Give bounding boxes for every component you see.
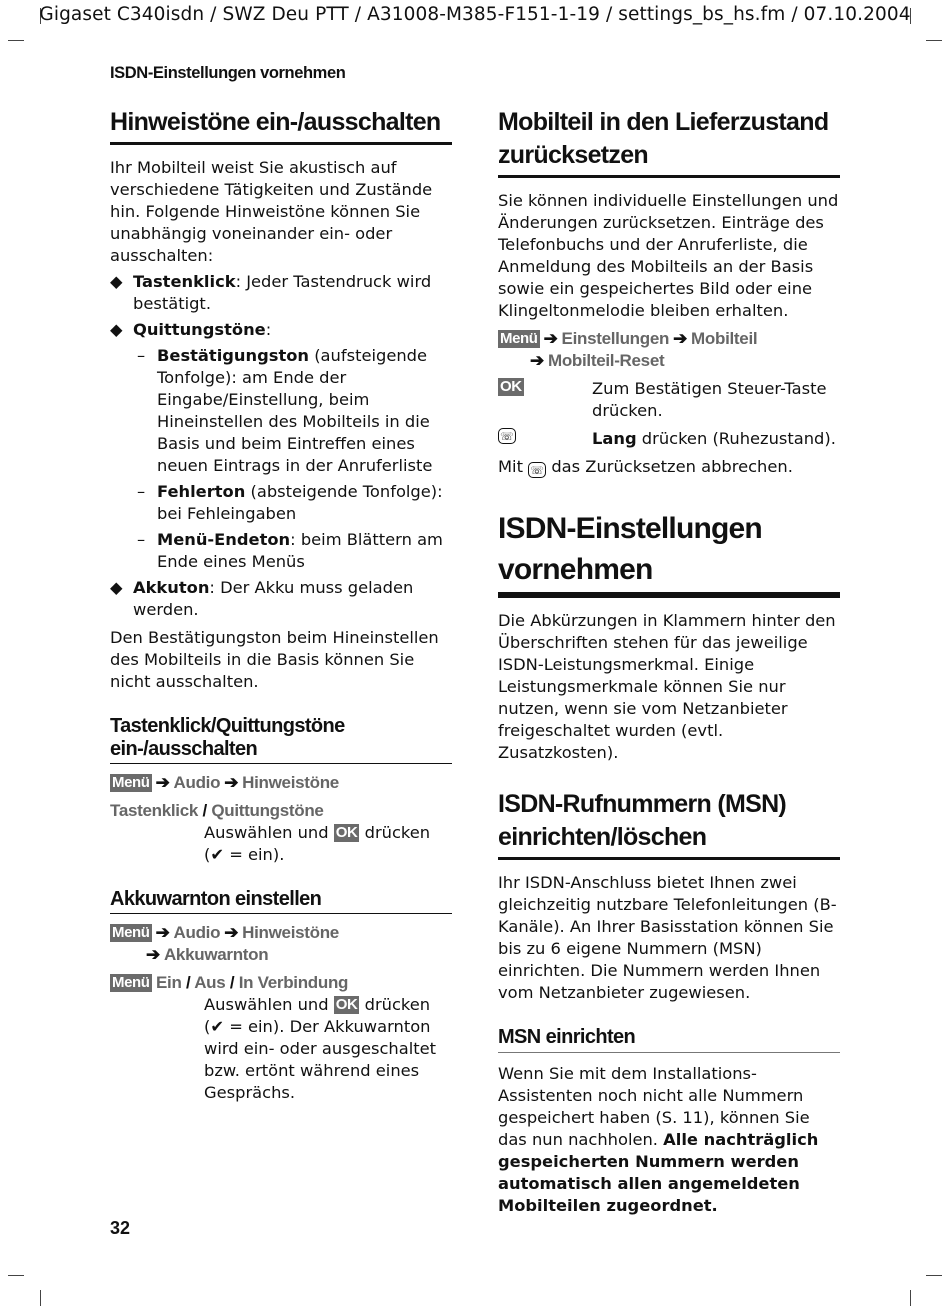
desc-text: = ein). — [224, 845, 285, 864]
menu-key: Menü — [112, 924, 150, 941]
crop-mark — [40, 1290, 41, 1306]
section-title-hinweistoene: Hinweistöne ein-/ausschalten — [110, 106, 452, 145]
crop-mark — [926, 1275, 942, 1276]
ok-key: OK — [335, 996, 358, 1013]
term: Akkuton — [133, 578, 210, 597]
menu-step: Hinweistöne — [242, 773, 339, 792]
key-instruction-row — [498, 428, 840, 450]
sub-list-item — [110, 481, 452, 525]
desc-text: drücken (Ruhezustand). — [636, 429, 836, 448]
menu-option: Ein — [156, 973, 182, 992]
desc-text: drücken — [359, 995, 431, 1014]
section-title-msn: ISDN-Rufnummern (MSN) einrichten/löschen — [498, 788, 840, 860]
intro-paragraph: Sie können individuelle Einstellungen und Änderungen zurücksetzen. Einträge des Telefonbuchs und der Anruferliste, die Anmeldung des Mobilteils an der Basis sowie ein gespeichertes Bild oder eine Klingeltonmelodie bleiben erhalten. — [498, 191, 839, 320]
left-column — [110, 106, 452, 1104]
arrow-icon: ➔ — [543, 329, 558, 348]
diamond-bullet-icon: ◆ — [110, 578, 123, 597]
list-item — [110, 319, 452, 341]
menu-key: Menü — [500, 330, 538, 347]
msn-setup-paragraph — [498, 1063, 840, 1217]
chapter-intro: Die Abkürzungen in Klammern hinter den Überschriften stehen für das jeweilige ISDN-Leistungsmerkmal. Einige Leistungsmerkmale können Sie nur nutzen, wenn sie vom Netzanbieter freigeschaltet wurden (evtl. Zusatzkosten). — [498, 611, 836, 762]
dash-bullet-icon: – — [137, 346, 146, 365]
section-title-msn-einrichten: MSN einrichten — [498, 1024, 840, 1053]
desc-text: ( — [204, 1017, 211, 1036]
desc-text: = ein). Der Akkuwarnton wird ein- oder ausgeschaltet bzw. ertönt während eines Gesprächs. — [204, 1017, 437, 1102]
menu-step: Hinweistöne — [242, 923, 339, 942]
running-title: ISDN-Einstellungen vornehmen — [110, 64, 346, 82]
menu-option: In Verbindung — [238, 973, 349, 992]
section-title-akkuwarnton: Akkuwarnton einstellen — [110, 888, 452, 914]
key-instruction-text — [498, 428, 840, 450]
separator: / — [225, 973, 239, 992]
menu-step: Akkuwarnton — [163, 945, 269, 964]
checkmark-icon: ✔ — [210, 845, 225, 864]
diamond-bullet-icon: ◆ — [110, 320, 123, 339]
desc-text: Wenn Sie mit dem Installations-Assistenten noch nicht alle Nummern gespeichert haben (S. 11), können Sie das nun nachholen. — [498, 1064, 810, 1149]
chapter-title-isdn: ISDN-Einstellungen vornehmen — [498, 508, 840, 598]
menu-path — [498, 328, 840, 350]
option-path — [110, 972, 452, 994]
end-call-key-icon: ☏ — [498, 428, 516, 444]
msn-paragraph: Ihr ISDN-Anschluss bietet Ihnen zwei gleichzeitig nutzbare Telefonleitungen (B-Kanäle). An Ihrer Basisstation können Sie bis zu 6 eigene Nummern (MSN) einrichten. Die Nummern werden Ihnen vom Netzanbieter zugewiesen. — [498, 873, 837, 1002]
term-text: : beim Blättern am Ende eines Menüs — [157, 530, 443, 571]
arrow-icon: ➔ — [155, 923, 170, 942]
ok-key: OK — [500, 378, 522, 395]
end-call-key-icon: ☏ — [528, 462, 546, 478]
menu-step: Audio — [173, 773, 221, 792]
crop-mark — [8, 1275, 24, 1276]
right-column — [498, 106, 840, 1217]
menu-key: Menü — [112, 774, 150, 791]
menu-path-continued — [110, 944, 452, 966]
term: Fehlerton — [157, 482, 246, 501]
bold-text: Alle nachträglich gespeicherten Nummern werden automatisch allen angemeldeten Mobilteilen zugeordnet. — [498, 1130, 819, 1215]
term-text: : — [265, 320, 272, 339]
checkmark-icon: ✔ — [210, 1017, 225, 1036]
arrow-icon: ➔ — [224, 773, 239, 792]
section-title-tastenklick: Tastenklick/Quittungstöne ein-/ausschalten — [110, 715, 452, 764]
page-number: 32 — [110, 1218, 131, 1238]
term: Lang — [592, 429, 637, 448]
arrow-icon: ➔ — [530, 351, 544, 370]
arrow-icon: ➔ — [673, 329, 688, 348]
step-description — [110, 994, 452, 1104]
option-path — [110, 800, 452, 822]
term-text: (absteigende Tonfolge): bei Fehleingaben — [157, 482, 443, 523]
list-item — [110, 271, 452, 315]
menu-key: Menü — [112, 974, 150, 991]
menu-step: Einstellungen — [561, 329, 670, 348]
menu-path — [110, 772, 452, 794]
term: Menü-Endeton — [157, 530, 291, 549]
term-text: : Der Akku muss geladen werden. — [133, 578, 414, 619]
ok-key: OK — [335, 824, 358, 841]
desc-text: drücken — [359, 823, 431, 842]
list-item — [110, 577, 452, 621]
section-title-lieferzustand: Mobilteil in den Lieferzustand zurücksetzen — [498, 106, 840, 178]
term: Bestätigungston — [157, 346, 310, 365]
term-text: : Jeder Tastendruck wird bestätigt. — [133, 272, 432, 313]
sub-list-item — [110, 529, 452, 573]
key-instruction-text: Zum Bestätigen Steuer-Taste drücken. — [592, 379, 827, 420]
step-description — [110, 822, 452, 866]
menu-option: Aus — [194, 973, 226, 992]
term: Quittungstöne — [133, 320, 266, 339]
menu-path-continued — [498, 350, 840, 372]
desc-text: Auswählen und — [204, 823, 334, 842]
menu-step: Audio — [173, 923, 221, 942]
desc-text: das Zurücksetzen abbrechen. — [546, 457, 793, 476]
menu-option: Tastenklick — [110, 801, 199, 820]
crop-mark — [910, 1290, 911, 1306]
dash-bullet-icon: – — [137, 482, 146, 501]
menu-step: Mobilteil-Reset — [547, 351, 665, 370]
menu-option: Quittungstöne — [211, 801, 324, 820]
desc-text: ( — [204, 845, 211, 864]
desc-text: Mit — [498, 457, 529, 476]
note-paragraph: Den Bestätigungston beim Hineinstellen des Mobilteils in die Basis können Sie nicht ausschalten. — [110, 628, 439, 691]
crop-mark — [8, 40, 24, 41]
desc-text: Auswählen und — [204, 995, 334, 1014]
separator: / — [181, 973, 195, 992]
sub-list-item — [110, 345, 452, 477]
crop-mark — [926, 40, 942, 41]
intro-paragraph: Ihr Mobilteil weist Sie akustisch auf verschiedene Tätigkeiten und Zustände hin. Folgende Hinweistöne können Sie unabhängig voneinander ein- oder ausschalten: — [110, 158, 433, 265]
arrow-icon: ➔ — [146, 945, 160, 964]
cancel-note — [498, 456, 840, 478]
menu-path — [110, 922, 452, 944]
dash-bullet-icon: – — [137, 530, 146, 549]
diamond-bullet-icon: ◆ — [110, 272, 123, 291]
document-header: Gigaset C340isdn / SWZ Deu PTT / A31008-M385-F151-1-19 / settings_bs_hs.fm / 07.10.2004 — [39, 4, 911, 25]
term: Tastenklick — [133, 272, 236, 291]
menu-step: Mobilteil — [691, 329, 758, 348]
separator: / — [198, 801, 212, 820]
arrow-icon: ➔ — [155, 773, 170, 792]
arrow-icon: ➔ — [224, 923, 239, 942]
key-instruction-row — [498, 378, 840, 422]
term-text: (aufsteigende Tonfolge): am Ende der Eingabe/Einstellung, beim Hineinstellen des Mobilteils in die Basis und beim Eintreffen eines neuen Eintrags in der Anruferliste — [157, 346, 433, 475]
